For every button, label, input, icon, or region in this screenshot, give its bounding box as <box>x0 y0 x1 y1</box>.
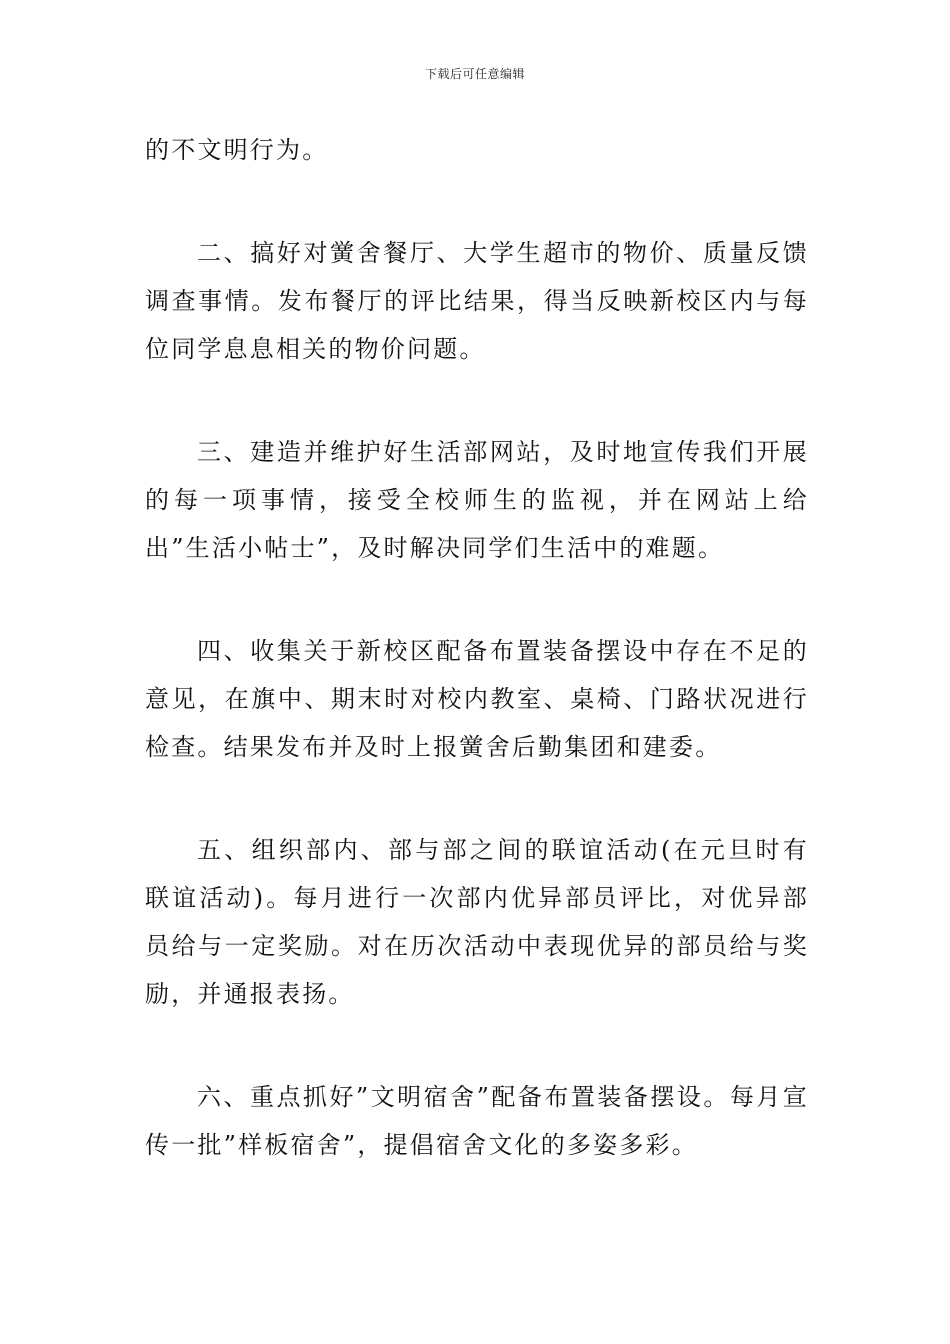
paragraph-item-2: 二、搞好对黉舍餐厅、大学生超市的物价、质量反馈调查事情。发布餐厅的评比结果，得当反映新校区内与每位同学息息相关的物价问题。 <box>145 239 809 363</box>
document-body <box>145 126 809 1169</box>
paragraph-item-5: 五、组织部内、部与部之间的联谊活动(在元旦时有联谊活动)。每月进行一次部内优异部员评比，对优异部员给与一定奖励。对在历次活动中表现优异的部员给与奖励，并通报表扬。 <box>145 836 809 1008</box>
paragraph-gap <box>145 771 809 826</box>
paragraph-item-6: 六、重点抓好”文明宿舍”配备布置装备摆设。每月宣传一批”样板宿舍”，提倡宿舍文化的多姿多彩。 <box>145 1083 809 1159</box>
page-header-note: 下载后可任意编辑 <box>424 67 525 81</box>
paragraph-continuation: 的不文明行为。 <box>145 136 329 164</box>
paragraph-gap <box>145 572 809 627</box>
paragraph-gap <box>145 174 809 229</box>
paragraph-item-4: 四、收集关于新校区配备布置装备摆设中存在不足的意见，在旗中、期末时对校内教室、桌椅、门路状况进行检查。结果发布并及时上报黉舍后勤集团和建委。 <box>145 637 809 761</box>
paragraph-item-3: 三、建造并维护好生活部网站，及时地宣传我们开展的每一项事情，接受全校师生的监视，并在网站上给出”生活小帖士”，及时解决同学们生活中的难题。 <box>145 438 809 562</box>
paragraph-gap <box>145 373 809 428</box>
paragraph-gap <box>145 1018 809 1073</box>
